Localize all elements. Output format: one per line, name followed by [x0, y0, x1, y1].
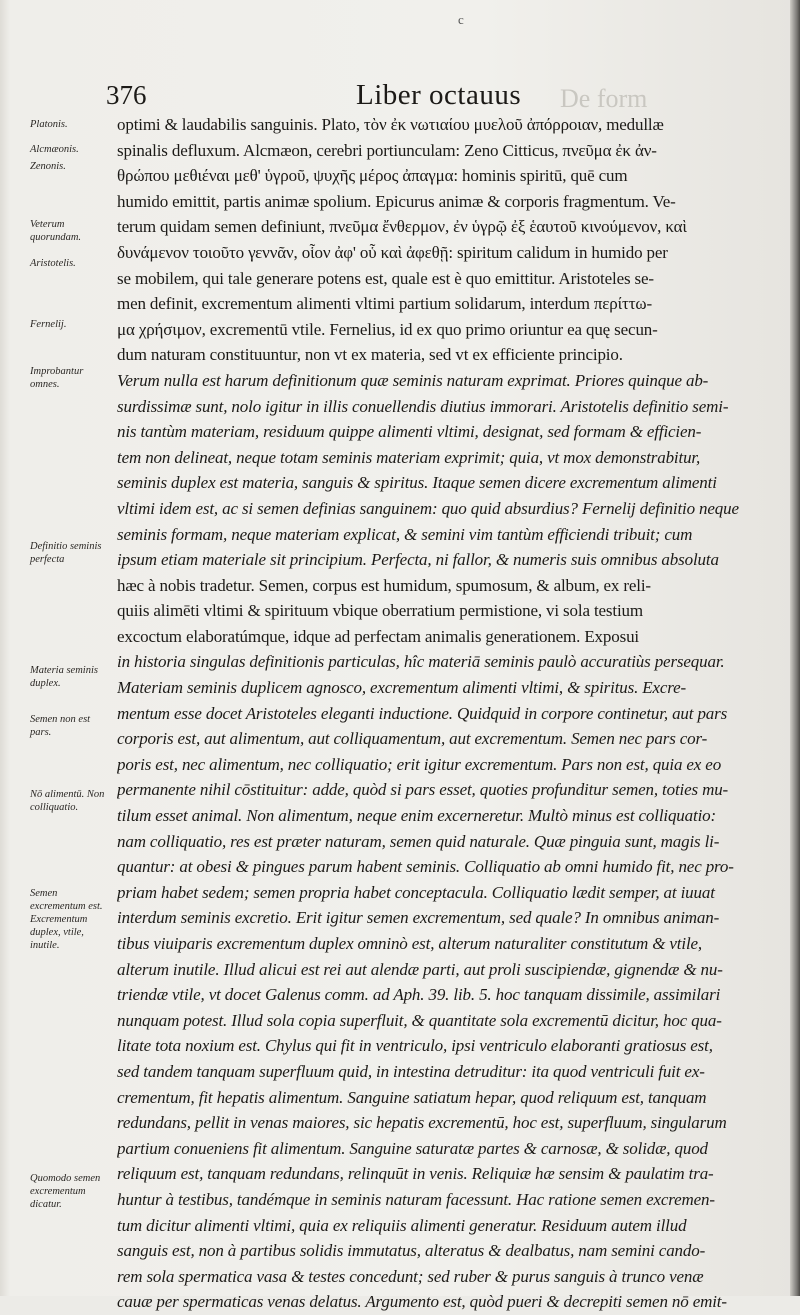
text-line: μα χρήσιμον, excrementū vtile. Fernelius, id ex quo primo oriuntur ea quę secun-: [117, 319, 658, 339]
text-line: ipsum etiam materiale sit principium. Perfecta, ni fallor, & numeris suis omnibus absoluta: [117, 550, 719, 570]
text-line: dum naturam constituuntur, non vt ex materia, sed vt ex efficiente principio.: [117, 345, 623, 365]
text-line: alterum inutile. Illud alicui est rei aut alendæ parti, aut proli suscipiendæ, gignendæ & nu-: [117, 959, 723, 979]
text-line: redundans, pellit in venas maiores, sic hepatis excrementū, hoc est, superfluum, singularum: [117, 1113, 727, 1133]
text-line: corporis est, aut alimentum, aut colliquamentum, aut excrementum. Semen nec pars cor-: [117, 729, 708, 749]
text-line: mentum esse docet Aristoteles eleganti inductione. Quidquid in corpore continetur, aut pars: [117, 703, 728, 723]
text-line: terum quidam semen definiunt, πνεῦμα ἔνθερμον, ἐν ὑγρῷ ἐξ ἑαυτοῦ κινούμενον, καὶ: [117, 217, 687, 237]
text-line: δυνάμενον τοιοῦτο γεννᾶν, οἷον ἀφ' οὗ καὶ ἀφεθῇ: spiritum calidum in humido per: [117, 242, 668, 262]
text-line: permanente nihil cōstituitur: adde, quòd si pars esset, quoties profunditur semen, toties mu-: [117, 780, 729, 800]
margin-note: Zenonis.: [30, 161, 66, 172]
text-line: optimi & laudabilis sanguinis. Plato, τὸν ἐκ νωτιαίου μυελοῦ ἀπόρροιαν, medullæ: [117, 115, 664, 134]
text-line: hæc à nobis tradetur. Semen, corpus est humidum, spumosum, & album, ex reli-: [117, 575, 651, 595]
margin-note: Veterum quorundam.: [30, 219, 82, 243]
text-line: crementum, fit hepatis alimentum. Sanguine satiatum hepar, quod reliquum est, tanquam: [117, 1087, 707, 1107]
running-title: Liber octauus: [356, 79, 522, 111]
text-line: excoctum elaboratúmque, idque ad perfectam animalis generationem. Exposui: [117, 626, 639, 646]
text-line: seminis duplex est materia, sanguis & spiritus. Itaque semen dicere excrementum alimenti: [117, 473, 717, 493]
text-line: in historia singulas definitionis particulas, hîc materiā seminis paulò accuratiùs persequar.: [117, 652, 725, 672]
margin-note: Nō alimentū. Non colliquatio.: [30, 789, 105, 813]
margin-note: Aristotelis.: [30, 258, 76, 269]
text-line: Materiam seminis duplicem agnosco, excrementum alimenti vltimi, & spiritus. Excre-: [117, 678, 687, 698]
text-line: triendæ vtile, vt docet Galenus comm. ad Aph. 39. lib. 5. hoc tanquam dissimile, assimilari: [117, 985, 721, 1005]
text-line: tilum esset animal. Non alimentum, neque enim excerneretur. Multò minus est colliquatio:: [117, 806, 717, 826]
text-line: men definit, excrementum alimenti vltimi partium solidarum, interdum περίττω-: [117, 294, 652, 314]
margin-note: Definitio seminis perfecta: [30, 541, 102, 565]
text-line: priam habet sedem; semen propria habet conceptacula. Colliquatio lædit semper, at iuuat: [117, 882, 715, 902]
text-line: poris est, nec alimentum, nec colliquatio; erit igitur excrementum. Pars non est, quia ex eo: [117, 754, 722, 774]
text-line: litate tota noxium est. Chylus qui fit in ventriculo, ipsi ventriculo elaboranti gratiosus est,: [117, 1036, 713, 1056]
text-line: rem sola spermatica vasa & testes concedunt; sed ruber & purus sanguis à trunco venæ: [117, 1266, 704, 1286]
text-line: spinalis defluxum. Alcmæon, cerebri portiunculam: Zeno Citticus, πνεῦμα ἐκ ἀν-: [117, 140, 657, 160]
text-line: humido emittit, partis animæ spolium. Epicurus animæ & corporis fragmentum. Ve-: [117, 191, 676, 211]
text-line: tem non delineat, neque totam seminis materiam exprimit; quia, vt mox demonstrabitur,: [117, 447, 701, 467]
text-line: huntur à testibus, tandémque in seminis naturam facessunt. Hac ratione semen excremen-: [117, 1189, 715, 1209]
text-line: partium conueniens fit alimentum. Sanguine saturatæ partes & carnosæ, & solidæ, quod: [117, 1138, 708, 1158]
body-text: [117, 112, 782, 1315]
text-line: nam colliquatio, res est præter naturam, semen quid naturale. Quæ pinguia sunt, magis li-: [117, 831, 720, 851]
margin-note: Alcmæonis.: [30, 144, 79, 155]
bleed-through-text: De form: [560, 84, 648, 113]
text-line: sanguis est, non à partibus solidis immutatus, alteratus & dealbatus, nam semini cando-: [117, 1241, 706, 1261]
page-binding-edge: [790, 0, 800, 1296]
margin-note: Platonis.: [30, 119, 68, 130]
margin-note: Improbantur omnes.: [30, 366, 84, 390]
text-line: seminis formam, neque materiam explicat, & semini vim tantùm efficiendi tribuit; cum: [117, 524, 693, 544]
text-line: nis tantùm materiam, residuum quippe alimenti vltimi, designat, sed formam & efficien-: [117, 422, 702, 442]
margin-note: Materia seminis duplex.: [30, 665, 98, 689]
text-line: quiis alimēti vltimi & spirituum vbique oberratium permistione, vi sola testium: [117, 601, 643, 621]
text-line: vltimi idem est, ac si semen definias sanguinem: quo quid absurdius? Fernelij definitio neque: [117, 498, 739, 518]
margin-note: Semen excrementum est. Excrementum duplex, vtile, inutile.: [30, 888, 103, 951]
top-mark: c: [458, 12, 464, 27]
text-line: nunquam potest. Illud sola copia superfluit, & quantitate sola excrementū dicitur, hoc qua-: [117, 1010, 722, 1030]
text-line: Verum nulla est harum definitionum quæ seminis naturam exprimat. Priores quinque ab-: [117, 370, 709, 390]
margin-note: Fernelij.: [30, 319, 67, 330]
text-line: interdum seminis excretio. Erit igitur semen excrementum, sed quale? In omnibus animan-: [117, 908, 720, 928]
text-line: se mobilem, qui tale generare potens est, quale est è quo emittitur. Aristoteles se-: [117, 268, 654, 288]
text-line: cauæ per spermaticas venas delatus. Argumento est, quòd pueri & decrepiti semen nō emit-: [117, 1292, 727, 1312]
text-line: tum dicitur alimenti vltimi, quia ex reliquiis alimenti generatur. Residuum autem illud: [117, 1215, 687, 1235]
text-line: sed tandem tanquam superfluum quid, in intestina detruditur: ita quod ventriculi fuit ex-: [117, 1061, 705, 1081]
text-line: tibus viuiparis excrementum duplex omninò est, alterum naturaliter constitutum & vtile,: [117, 934, 703, 953]
text-line: quantur: at obesi & pingues parum habent seminis. Colliquatio ab omni humido fit, nec pro-: [117, 857, 734, 877]
margin-note: Quomodo semen excrementum dicatur.: [30, 1173, 101, 1210]
text-line: θρώπου μεθιέναι μεθ' ὑγροῦ, ψυχῆς μέρος ἀπαγμα: hominis spiritū, quē cum: [117, 166, 628, 186]
margin-note: Semen non est pars.: [30, 714, 91, 738]
text-line: reliquum est, tanquam redundans, relinquūt in venis. Reliquiæ hæ sensim & paulatim tra-: [117, 1164, 714, 1184]
text-line: surdissimæ sunt, nolo igitur in illis conuellendis diutius immorari. Aristotelis definitio semi-: [117, 396, 729, 416]
page-number: 376: [106, 80, 147, 110]
